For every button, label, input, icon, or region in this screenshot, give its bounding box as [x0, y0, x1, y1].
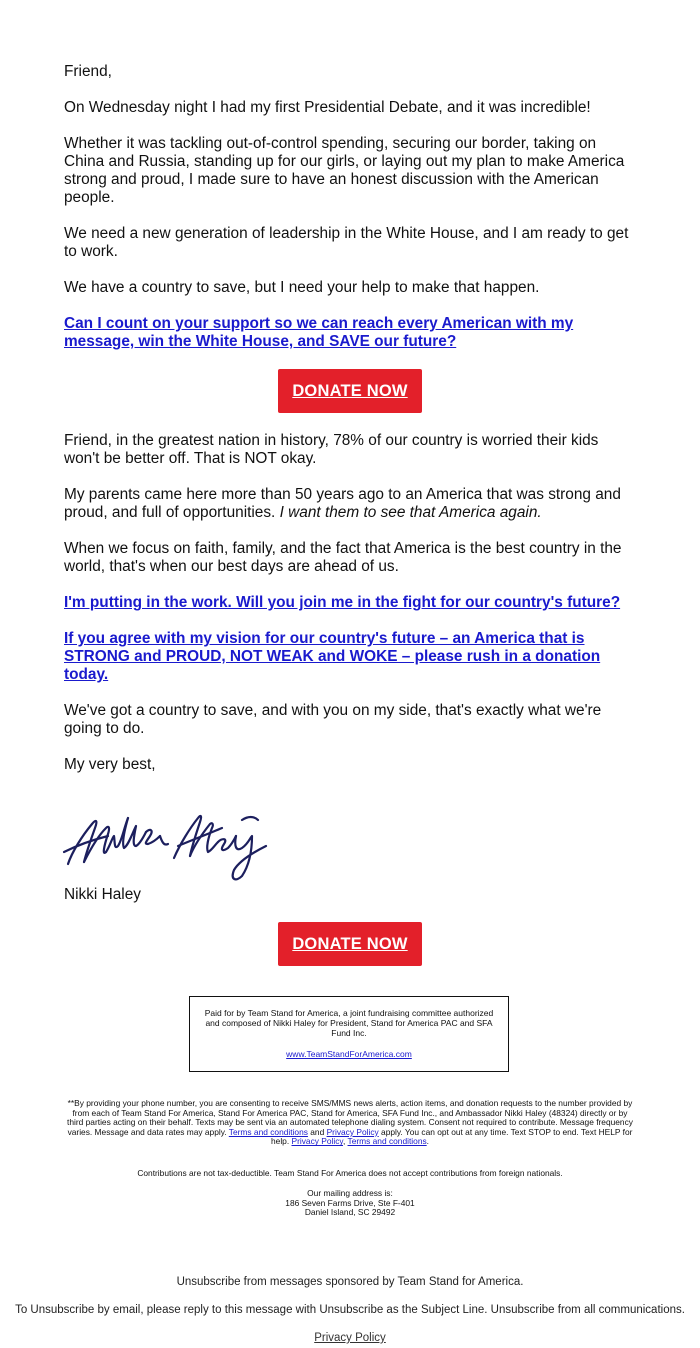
privacy-policy-link-2[interactable]: Privacy Policy: [291, 1136, 344, 1147]
support-link[interactable]: Can I count on your support so we can reach every American with my message, win the White House, and SAVE our future?: [64, 315, 574, 350]
address-line-1: 186 Seven Farms Drive, Ste F-401: [285, 1197, 415, 1208]
donation-link[interactable]: If you agree with my vision for our country's future – an America that is STRONG and PROUD, NOT WEAK and WOKE – please rush in a donation today.: [64, 630, 601, 683]
parents-italic: I want them to see that America again.: [279, 504, 542, 521]
mailing-address: [64, 1189, 636, 1218]
terms-link[interactable]: Terms and conditions: [228, 1126, 308, 1137]
paid-for-text: Paid for by Team Stand for America, a joint fundraising committee authorized and composed of Nikki Haley for President, Stand for America PAC and SFA Fund Inc.: [204, 1008, 494, 1038]
unsubscribe-sponsored[interactable]: Unsubscribe from messages sponsored by Team Stand for America.: [176, 1276, 524, 1288]
privacy-policy-link[interactable]: Privacy Policy: [326, 1126, 379, 1137]
signature-name: Nikki Haley: [64, 886, 141, 903]
comma-text: ,: [343, 1136, 348, 1147]
donate-button-bottom[interactable]: DONATE NOW: [278, 922, 422, 966]
paragraph-parents: [64, 486, 634, 522]
contributions-notice: Contributions are not tax-deductible. Team Stand For America does not accept contributions from foreign nationals.: [137, 1168, 563, 1178]
paragraph-closing: We've got a country to save, and with you on my side, that's exactly what we're going to do.: [64, 702, 602, 737]
letter-body-bottom: [64, 432, 634, 774]
fight-link[interactable]: I'm putting in the work. Will you join me in the fight for our country's future?: [64, 594, 621, 611]
paid-for-box: [189, 996, 509, 1072]
mailing-label: Our mailing address is:: [307, 1188, 393, 1198]
website-link[interactable]: www.TeamStandForAmerica.com: [286, 1049, 412, 1059]
period-text: .: [426, 1136, 429, 1147]
sms-consent-body: **By providing your phone number, you are consenting to receive SMS/MMS news alerts, action items, and donation requests to the number provided by from each of Team Stand For America, Stand For America PAC, Stand for America, SFA Fund Inc., and Ambassador Nikki Haley (48324) directly or by third parties acting on their behalf. Texts may be sent via an automated telephone dialing system. Consent not required to contribute. Message frequency varies. Message and data rates may apply.: [67, 1098, 633, 1137]
paragraph-topics: Whether it was tackling out-of-control spending, securing our border, taking on China and Russia, standing up for our girls, or laying out my plan to make America strong and proud, I made sure to have an honest discussion with the American people.: [64, 135, 625, 206]
address-line-2: Daniel Island, SC 29492: [304, 1207, 396, 1218]
donation-link-paragraph: [64, 630, 634, 684]
signature-image: [62, 806, 272, 882]
paragraph-kids: Friend, in the greatest nation in history, 78% of our country is worried their kids won't be better off. That is NOT okay.: [64, 432, 599, 467]
sms-consent-text: [64, 1099, 636, 1147]
fight-link-paragraph: [64, 594, 634, 612]
letter-body-top: [64, 63, 634, 351]
footer-privacy-line: [0, 1332, 700, 1344]
greeting: Friend,: [64, 63, 112, 80]
paragraph-leadership: We need a new generation of leadership in the White House, and I am ready to get to work.: [64, 225, 629, 260]
parents-text: My parents came here more than 50 years ago to an America that was strong and proud, and full of opportunities.: [64, 486, 621, 521]
donate-button-top[interactable]: DONATE NOW: [278, 369, 422, 413]
paragraph-debate: On Wednesday night I had my first Presidential Debate, and it was incredible!: [64, 99, 591, 116]
paragraph-faith: When we focus on faith, family, and the fact that America is the best country in the world, that's when our best days are ahead of us.: [64, 540, 622, 575]
and-text: and: [307, 1126, 327, 1137]
closing-salutation: My very best,: [64, 756, 156, 773]
paragraph-country-save: We have a country to save, but I need your help to make that happen.: [64, 279, 540, 296]
unsubscribe-email[interactable]: To Unsubscribe by email, please reply to this message with Unsubscribe as the Subject Line. Unsubscribe from all communications.: [15, 1304, 685, 1316]
website-line: [202, 1049, 496, 1059]
footer-privacy-link[interactable]: Privacy Policy: [314, 1332, 386, 1344]
sms-consent-body-2: apply. You can opt out at any time. Text STOP to end. Text HELP for help.: [271, 1126, 633, 1147]
signature-name-block: [64, 886, 634, 904]
support-link-paragraph: [64, 315, 634, 351]
terms-link-2[interactable]: Terms and conditions: [347, 1136, 427, 1147]
